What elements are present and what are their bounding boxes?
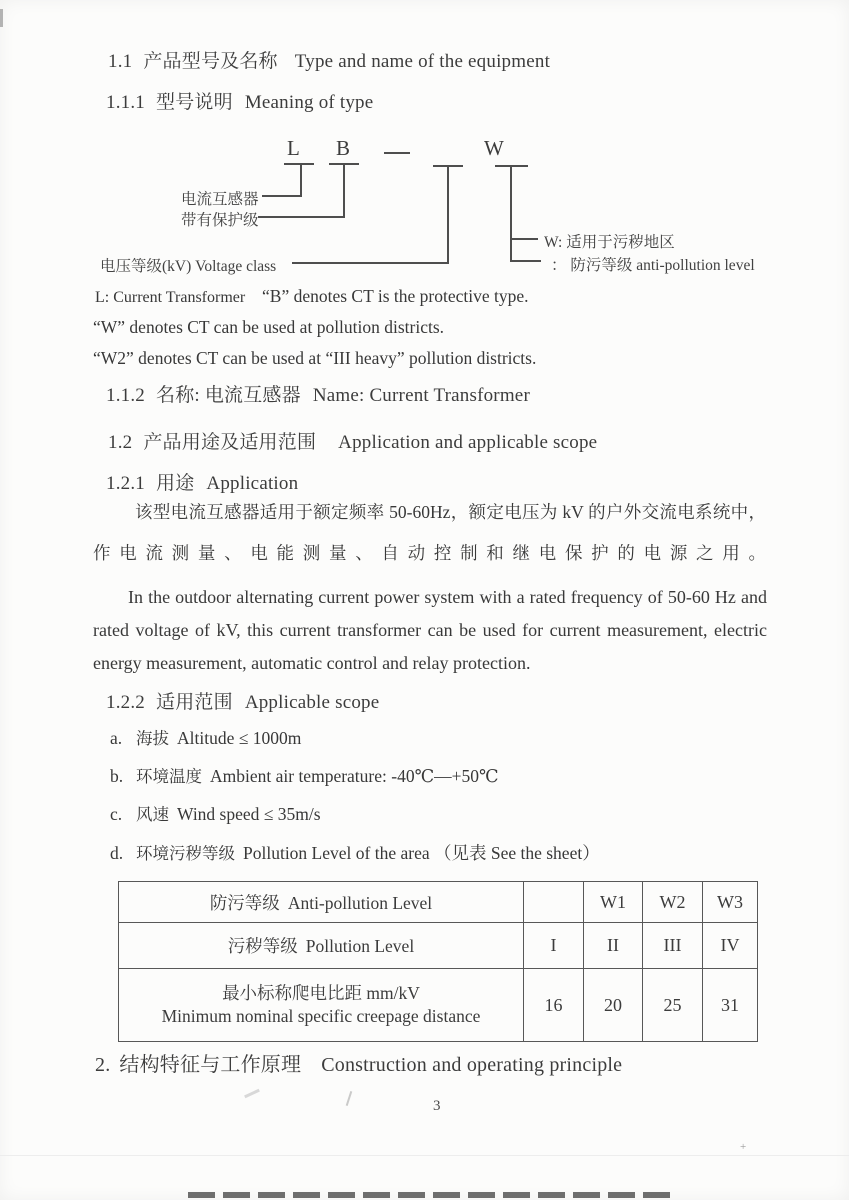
section-number: 1.2 — [108, 432, 133, 453]
table-cell: 20 — [584, 969, 643, 1042]
connector-w-vertical — [510, 165, 512, 262]
note-b-definition: “B” denotes CT is the protective type. — [262, 286, 529, 306]
section-number: 1.1 — [108, 51, 133, 72]
list-marker: d. — [110, 843, 124, 863]
note-w-definition: “W” denotes CT can be used at pollution districts. — [93, 317, 445, 337]
section-number: 1.2.1 — [106, 473, 145, 494]
section-number: 1.2.2 — [106, 692, 145, 713]
section-number: 1.1.1 — [106, 92, 145, 113]
section-heading-1-1 — [108, 46, 550, 73]
section-title-zh: 名称: 电流互感器 — [156, 385, 301, 406]
scope-item-pollution-level — [110, 840, 600, 865]
scan-artifact-speck: + — [740, 1141, 747, 1153]
section-heading-1-1-2 — [106, 380, 530, 407]
connector-w-branch1 — [510, 238, 538, 240]
section-number: 1.1.2 — [106, 385, 145, 406]
row-label-zh: 防污等级 — [209, 892, 280, 913]
table-row-creepage-distance — [119, 969, 758, 1042]
scope-en: Pollution Level of the area （见表 See the sheet） — [243, 843, 600, 863]
type-letter-l: L — [287, 136, 300, 160]
pollution-table — [118, 881, 758, 1042]
section-heading-1-1-1 — [106, 87, 373, 114]
diagram-label-voltage-class: 电压等级(kV) Voltage class — [100, 258, 277, 275]
scope-item-temperature — [110, 763, 499, 787]
connector-w-branch2 — [510, 260, 541, 262]
diagram-label-protective-class: 带有保护级 — [181, 212, 259, 229]
section-heading-1-2-1 — [106, 468, 298, 495]
section-title-en: Name: Current Transformer — [312, 385, 530, 406]
table-cell: IV — [703, 923, 758, 969]
section-title-zh: 用途 — [156, 473, 195, 494]
scope-item-altitude — [110, 725, 301, 749]
list-marker: b. — [110, 766, 124, 786]
table-cell: I — [524, 923, 584, 969]
table-cell: W2 — [643, 882, 703, 923]
underline-l — [284, 163, 314, 165]
section-number: 2. — [95, 1054, 111, 1076]
section-heading-1-2 — [108, 427, 597, 454]
section-title-en: Construction and operating principle — [321, 1054, 623, 1076]
connector-voltage-vertical — [447, 165, 449, 264]
connector-l-vertical — [300, 163, 302, 197]
section-heading-1-2-2 — [106, 687, 379, 714]
scope-zh: 风速 — [136, 805, 169, 824]
connector-voltage-horizontal — [292, 262, 449, 264]
section-title-en: Type and name of the equipment — [294, 51, 551, 72]
section-title-zh: 结构特征与工作原理 — [119, 1054, 302, 1076]
scope-en: Wind speed ≤ 35m/s — [177, 804, 321, 824]
connector-b-horizontal — [258, 216, 345, 218]
list-marker: a. — [110, 728, 123, 748]
row-label-en: Anti-pollution Level — [287, 892, 433, 913]
row-label-zh: 最小标称爬电比距 mm/kV — [222, 983, 420, 1003]
type-letter-b: B — [336, 136, 351, 160]
section-title-en: Application — [206, 473, 299, 494]
scan-artifact-smudge — [346, 1091, 353, 1106]
table-row-label — [119, 923, 524, 969]
table-cell: W1 — [584, 882, 643, 923]
section-title-en: Meaning of type — [244, 92, 374, 113]
application-paragraph-zh: 该型电流互感器适用于额定频率 50-60Hz，额定电压为 kV 的户外交流电系统中，作电流测量、电能测量、自动控制和继电保护的电源之用。 — [93, 502, 766, 563]
scope-en: Altitude ≤ 1000m — [177, 728, 302, 748]
row-label-zh: 污秽等级 — [227, 936, 298, 956]
section-title-en: Applicable scope — [244, 692, 380, 713]
diagram-label-current-transformer: 电流互感器 — [181, 191, 259, 208]
section-title-en: Application and applicable scope — [338, 432, 598, 453]
diagram-label-anti-pollution: ： 防污等级 anti-pollution level — [551, 257, 755, 274]
section-title-zh: 产品用途及适用范围 — [143, 432, 317, 453]
table-cell: W3 — [703, 882, 758, 923]
connector-l-horizontal — [262, 195, 302, 197]
connector-b-vertical — [343, 163, 345, 218]
table-cell: 25 — [643, 969, 703, 1042]
table-cell: III — [643, 923, 703, 969]
table-row-label — [119, 969, 524, 1042]
scan-artifact-page-edge-line — [0, 1155, 849, 1156]
diagram-label-w-pollution: W: 适用于污秽地区 — [544, 234, 675, 251]
type-dash-line — [384, 152, 410, 154]
scope-zh: 环境污秽等级 — [136, 844, 235, 863]
row-label-en: Minimum nominal specific creepage distance — [161, 1006, 481, 1026]
scope-zh: 海拔 — [136, 729, 169, 748]
scope-en: Ambient air temperature: -40℃—+50℃ — [210, 766, 499, 786]
table-row-label — [119, 882, 524, 923]
row-label-en: Pollution Level — [305, 936, 415, 956]
section-title-zh: 产品型号及名称 — [143, 51, 278, 72]
note-l-definition: L: Current Transformer — [95, 289, 246, 306]
table-row-anti-pollution — [119, 882, 758, 923]
section-title-zh: 适用范围 — [156, 692, 233, 713]
scan-artifact-smudge — [244, 1089, 260, 1098]
table-cell — [524, 882, 584, 923]
list-marker: c. — [110, 804, 123, 824]
table-row-pollution-level — [119, 923, 758, 969]
note-w2-definition: “W2” denotes CT can be used at “III heavy” pollution districts. — [93, 348, 537, 368]
table-cell: II — [584, 923, 643, 969]
scope-zh: 环境温度 — [136, 767, 202, 786]
table-cell: 16 — [524, 969, 584, 1042]
page-number: 3 — [433, 1098, 441, 1114]
application-paragraph-en: In the outdoor alternating current power system with a rated frequency of 50-60 Hz and rated voltage of kV, this current transformer can be used for current measurement, electric energy measurement, automatic control and relay protection. — [93, 587, 767, 673]
scope-item-wind-speed — [110, 801, 321, 825]
type-letter-w: W — [484, 136, 504, 160]
section-title-zh: 型号说明 — [156, 92, 233, 113]
table-cell: 31 — [703, 969, 758, 1042]
section-heading-2 — [95, 1048, 622, 1077]
scan-artifact-edge-mark — [0, 9, 3, 27]
scan-artifact-next-page-text-band — [188, 1192, 670, 1198]
